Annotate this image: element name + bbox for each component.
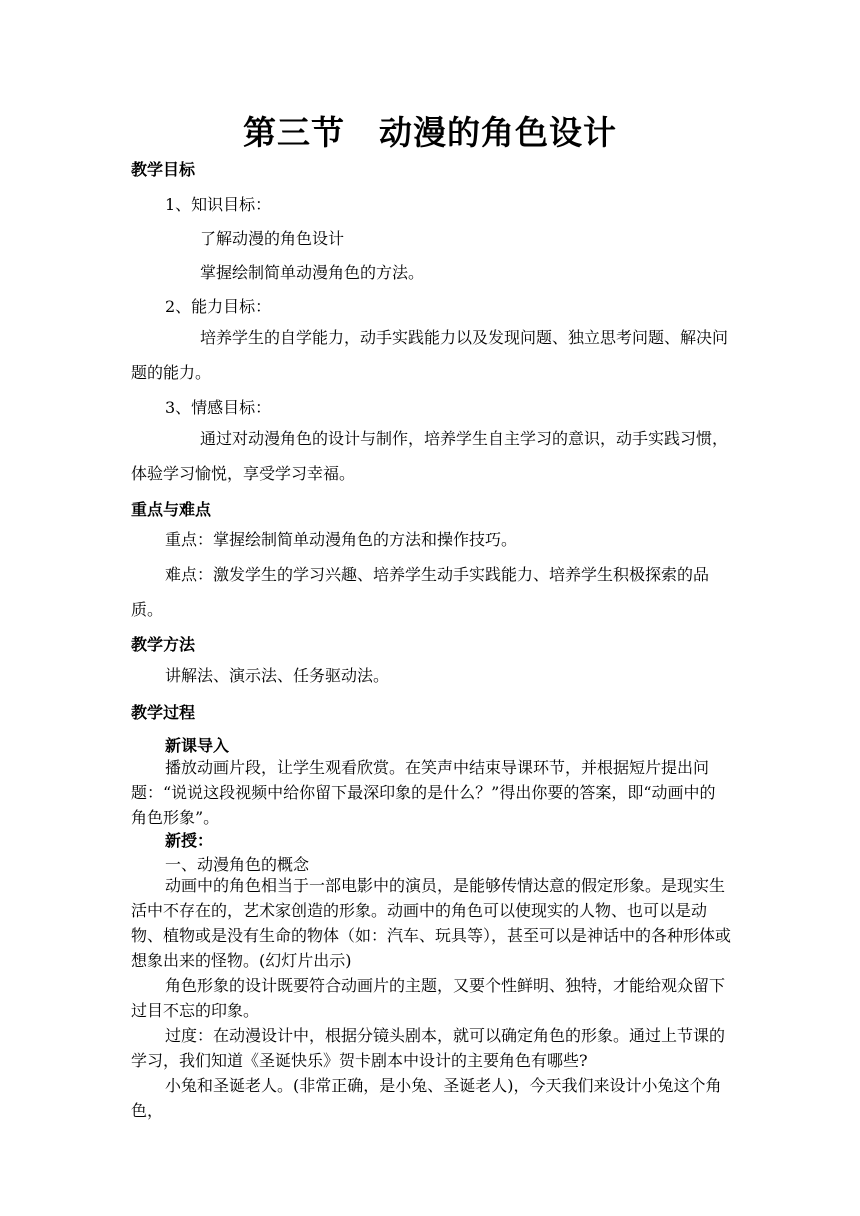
knowledge-goal-item: 掌握绘制简单动漫角色的方法。 — [200, 263, 425, 282]
methods-text: 讲解法、演示法、任务驱动法。 — [165, 666, 390, 685]
difficulty-point-text: 难点：激发学生的学习兴趣、培养学生动手实践能力、培养学生积极探索的品质。 — [131, 565, 710, 619]
transition-paragraph: 过度：在动漫设计中，根据分镜头剧本，就可以确定角色的形象。通过上节课的学习，我们知道《圣诞快乐》贺卡剧本中设计的主要角色有哪些? — [131, 1026, 726, 1070]
focus-point-text: 重点：掌握绘制简单动漫角色的方法和操作技巧。 — [165, 530, 518, 549]
page-title: 第三节 动漫的角色设计 — [243, 113, 617, 152]
emotion-goal-label: 3、情感目标： — [165, 398, 272, 417]
new-lesson-heading: 新授： — [165, 831, 214, 850]
answer-paragraph: 小兔和圣诞老人。(非常正确，是小兔、圣诞老人)，今天我们来设计小兔这个角色， — [131, 1076, 722, 1120]
knowledge-goal-label: 1、知识目标： — [165, 195, 272, 214]
ability-goal-text: 培养学生的自学能力，动手实践能力以及发现问题、独立思考问题、解决问题的能力。 — [131, 328, 729, 382]
knowledge-goal-item: 了解动漫的角色设计 — [200, 229, 345, 248]
concept-heading: 一、动漫角色的概念 — [165, 855, 310, 874]
concept-paragraph: 动画中的角色相当于一部电影中的演员，是能够传情达意的假定形象。是现实生活中不存在的，艺术家创造的形象。动画中的角色可以使现实的人物、也可以是动物、植物或是没有生命的物体（如：汽车、玩具等），甚至可以是神话中的各种形体或想象出来的怪物。(幻灯片出示) — [131, 876, 732, 970]
key-points-heading: 重点与难点 — [131, 500, 212, 519]
methods-heading: 教学方法 — [131, 635, 196, 654]
objectives-heading: 教学目标 — [131, 160, 196, 179]
process-heading: 教学过程 — [131, 703, 196, 722]
emotion-goal-text: 通过对动漫角色的设计与制作，培养学生自主学习的意识，动手实践习惯，体验学习愉悦，享受学习幸福。 — [131, 429, 729, 483]
intro-text: 播放动画片段，让学生观看欣赏。在笑声中结束导课环节，并根据短片提出问题：“说说这段视频中给你留下最深印象的是什么？”得出你要的答案，即“动画中的角色形象”。 — [131, 758, 716, 827]
design-paragraph: 角色形象的设计既要符合动画片的主题，又要个性鲜明、独特，才能给观众留下过目不忘的印象。 — [131, 976, 726, 1020]
intro-heading: 新课导入 — [165, 736, 230, 755]
ability-goal-label: 2、能力目标： — [165, 297, 272, 316]
